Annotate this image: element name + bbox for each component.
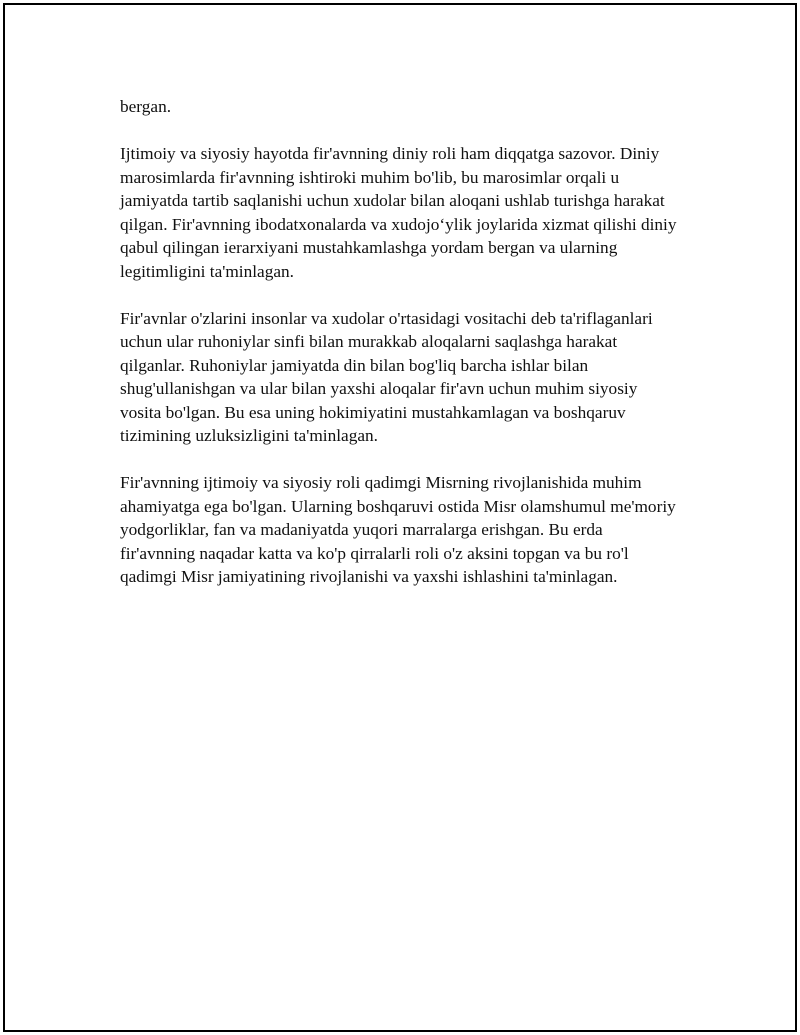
paragraph-continuation: bergan. [120, 97, 172, 116]
paragraph-ruhoniylar: Fir'avnlar o'zlarini insonlar va xudolar o'rtasidagi vositachi deb ta'riflaganlari uchun ular ruhoniylar sinfi bilan murakkab aloqalarni saqlashga harakat qilganlar. Ruhoniylar jamiyatda din bilan bog'liq barcha ishlar bilan shug'ullanishgan va ular bilan yaxshi aloqalar fir'avn uchun muhim siyosiy vosita bo'lgan. Bu esa uning hokimiyatini mustahkamlagan va boshqaruv tizimining uzluksizligini ta'minlagan. [120, 308, 653, 445]
document-body [120, 95, 680, 612]
paragraph-diniy-rol: Ijtimoiy va siyosiy hayotda fir'avnning diniy roli ham diqqatga sazovor. Diniy marosimlarda fir'avnning ishtiroki muhim bo'lib, bu marosimlar orqali u jamiyatda tartib saqlanishi uchun xudolar bilan aloqani ushlab turishga harakat qilgan. Fir'avnning ibodatxonalarda va xudojo‘ylik joylarida xizmat qilishi diniy qabul qilingan ierarxiyani mustahkamlashga yordam bergan va ularning legitimligini ta'minlagan. [120, 144, 677, 281]
document-page [3, 3, 797, 1032]
paragraph-ijtimoiy-siyosiy-rol: Fir'avnning ijtimoiy va siyosiy roli qadimgi Misrning rivojlanishida muhim ahamiyatga ega bo'lgan. Ularning boshqaruvi ostida Misr olamshumul me'moriy yodgorliklar, fan va madaniyatda yuqori marralarga erishgan. Bu erda fir'avnning naqadar katta va ko'p qirralarli roli o'z aksini topgan va bu ro'l qadimgi Misr jamiyatining rivojlanishi va yaxshi ishlashini ta'minlagan. [120, 473, 676, 586]
